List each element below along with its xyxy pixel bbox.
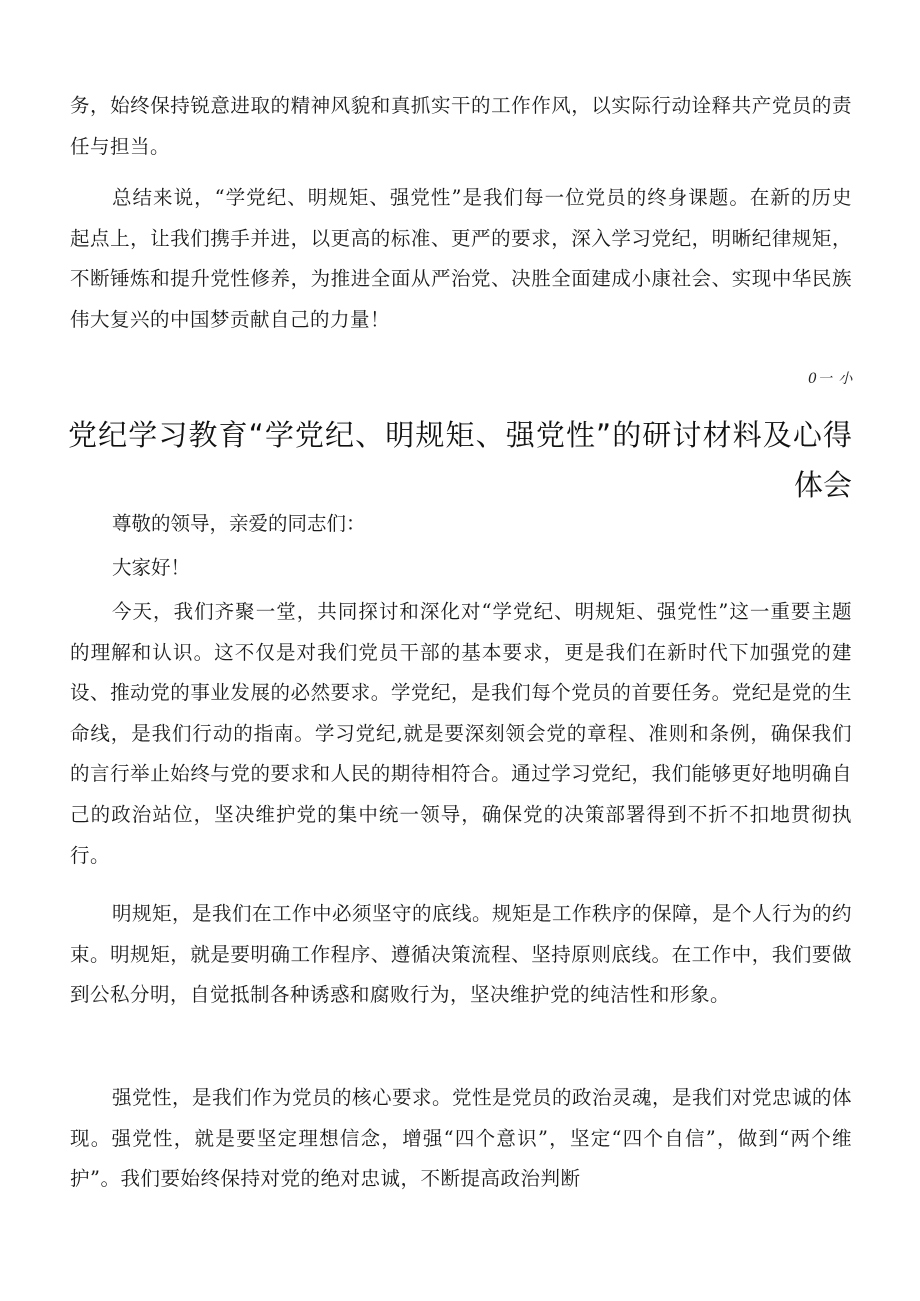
paragraph-study-discipline: 今天，我们齐聚一堂，共同探讨和深化对“学党纪、明规矩、强党性”这一重要主题的理解和认识。这不仅是对我们党员干部的基本要求，更是我们在新时代下加强党的建设、推动党的事业发展的必然要求。学党纪，是我们每个党员的首要任务。党纪是党的生命线，是我们行动的指南。学习党纪,就是要深刻领会党的章程、准则和条例，确保我们的言行举止始终与党的要求和人民的期待相符合。通过学习党纪，我们能够更好地明确自己的政治站位，坚决维护党的集中统一领导，确保党的决策部署得到不折不扣地贯彻执行。 bbox=[70, 600, 852, 867]
paragraph-conclusion: 总结来说，“学党纪、明规矩、强党性”是我们每一位党员的终身课题。在新的历史起点上，让我们携手并进，以更高的标准、更严的要求，深入学习党纪，明晰纪律规矩，不断锤炼和提升党性修养，为推进全面从严治党、决胜全面建成小康社会、实现中华民族伟大复兴的中国梦贡献自己的力量！ bbox=[70, 186, 852, 331]
page-mark: 0一 小 bbox=[808, 371, 854, 387]
salutation: 尊敬的领导，亲爱的同志们： bbox=[112, 512, 366, 535]
greeting: 大家好！ bbox=[112, 556, 191, 579]
paragraph-strengthen-party-spirit: 强党性，是我们作为党员的核心要求。党性是党员的政治灵魂，是我们对党忠诚的体现。强党性，就是要坚定理想信念，增强“四个意识”，坚定“四个自信”，做到“两个维护”。我们要始终保持对党的绝对忠诚，不断提高政治判断 bbox=[70, 1086, 853, 1191]
document-title: 党纪学习教育“学党纪、明规矩、强党性”的研讨材料及心得体会 bbox=[68, 418, 852, 502]
paragraph-continuation: 务，始终保持锐意进取的精神风貌和真抓实干的工作作风，以实际行动诠释共产党员的责任与担当。 bbox=[70, 94, 852, 158]
paragraph-clarify-rules: 明规矩，是我们在工作中必须坚守的底线。规矩是工作秩序的保障，是个人行为的约束。明规矩，就是要明确工作程序、遵循决策流程、坚持原则底线。在工作中，我们要做到公私分明，自觉抵制各种诱惑和腐败行为，坚决维护党的纯洁性和形象。 bbox=[70, 902, 853, 1007]
